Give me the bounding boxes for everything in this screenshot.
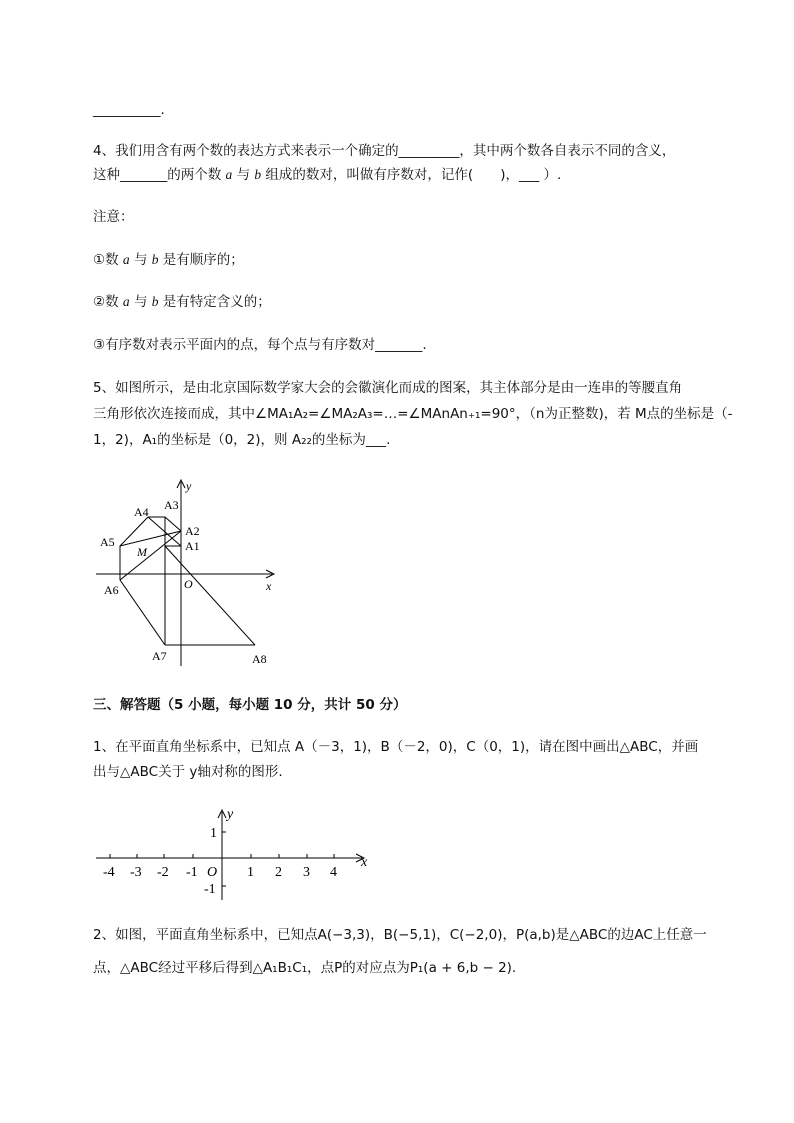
q4-line2-b: 组成的数对，叫做有序数对，记作( )，___ ）. [261,167,562,183]
note-item2-b: 是有特定含义的； [158,294,271,310]
tick-2: 2 [275,865,282,880]
note-item1-b: 是有顺序的； [158,252,244,268]
q4-line1: 4、我们用含有两个数的表达方式来表示一个确定的_________，其中两个数各自表示不同的含义， [93,143,676,159]
p2-line1: 2、如图，平面直角坐标系中，已知点A(−3,3)，B(−5,1)，C(−2,0)，P(a,b)是△ABC的边AC上任意一 [93,927,707,943]
q5-line3: 1，2)，A₁的坐标是（0，2)，则 A₂₂的坐标为___. [93,432,391,448]
tick-3: 3 [303,865,310,880]
var-a: a [225,167,233,182]
x-label: x [361,855,368,870]
y-tick-neg1: -1 [204,882,216,897]
note-title: 注意： [93,209,134,225]
var-b: b [151,252,159,267]
label-a4: A4 [134,505,149,519]
label-a2: A2 [185,524,200,538]
note-item1-a: ①数 [93,252,123,268]
tick-neg1: -1 [186,865,198,880]
tick-neg3: -3 [130,865,142,880]
y-tick-1: 1 [210,826,217,841]
var-b: b [254,167,262,182]
yu: 与 [129,294,152,310]
y-label: y [227,807,234,822]
q4-line2-a: 这种_______的两个数 [93,167,226,183]
tick-neg2: -2 [157,865,169,880]
tick-neg4: -4 [103,865,115,880]
q5-line1: 5、如图所示，是由北京国际数学家大会的会徽演化而成的图案，其主体部分是由一连串的等腰直角 [93,380,683,396]
label-a8: A8 [252,652,267,666]
var-a: a [122,252,130,267]
label-m: M [137,545,147,559]
label-a6: A6 [104,583,119,597]
label-a1: A1 [185,539,200,553]
p1-line1: 1、在平面直角坐标系中，已知点 A（－3，1)，B（－2，0)，C（0，1)，请在图中画出△ABC，并画 [93,739,699,755]
p1-line2: 出与△ABC关于 y轴对称的图形. [93,764,283,780]
yu: 与 [129,252,152,268]
var-a: a [122,294,130,309]
label-y: y [186,479,192,493]
note-item2-a: ②数 [93,294,123,310]
label-x: x [266,579,272,593]
label-o: O [184,577,193,591]
label-a3: A3 [164,498,179,512]
blank-line: __________. [93,102,165,118]
p2-line2: 点，△ABC经过平移后得到△A₁B₁C₁，点P的对应点为P₁(a + 6,b − 2). [93,960,517,976]
label-a7: A7 [152,649,167,663]
origin-label: O [207,865,218,880]
note-item3: ③有序数对表示平面内的点，每个点与有序数对_______. [93,337,427,353]
q5-line2: 三角形依次连接而成，其中∠MA₁A₂=∠MA₂A₃=…=∠MAnAn₊₁=90°，（n为正整数)，若 M点的坐标是（- [93,406,733,422]
tick-1: 1 [247,865,254,880]
q4-yu: 与 [232,167,255,183]
section-3-title: 三、解答题（5 小题，每小题 10 分，共计 50 分） [93,697,407,713]
var-b: b [151,294,159,309]
tick-4: 4 [330,865,337,880]
label-a5: A5 [100,535,115,549]
